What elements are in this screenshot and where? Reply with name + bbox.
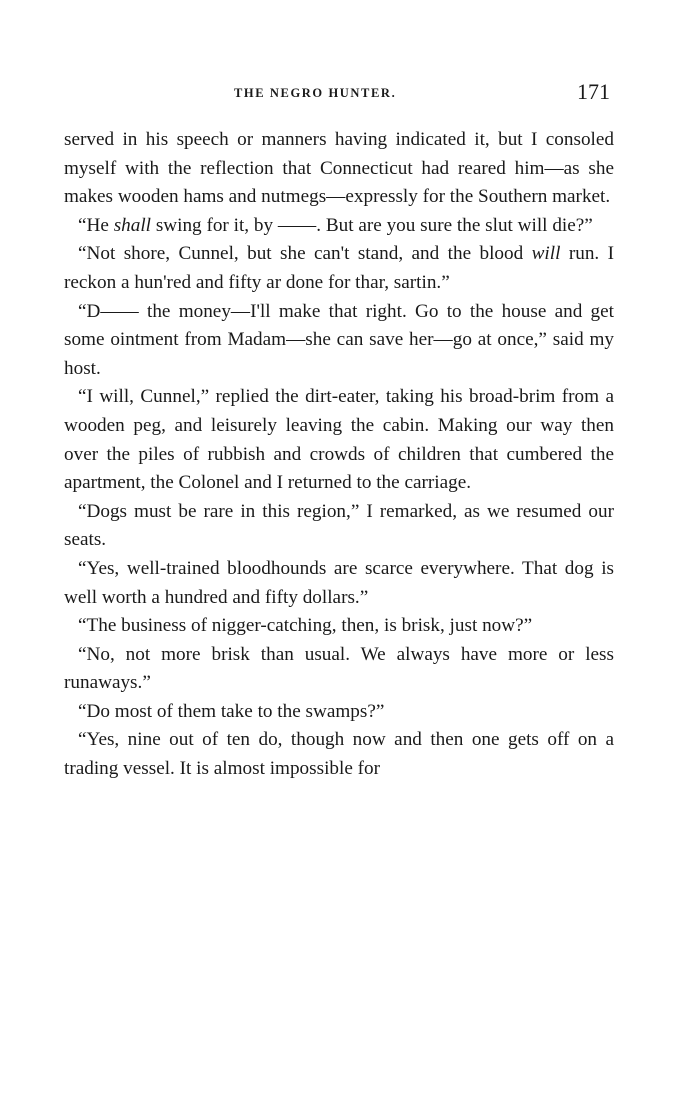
text-run: “Yes, well-trained bloodhounds are scarce everywhere. That dog is well worth a hundred and fifty dollars.” bbox=[64, 557, 614, 608]
book-page bbox=[64, 76, 614, 784]
text-run: “The business of nigger-catching, then, is brisk, just now?” bbox=[78, 615, 533, 637]
text-run: “No, not more brisk than usual. We always have more or less runaways.” bbox=[64, 643, 614, 694]
text-run: “Do most of them take to the swamps?” bbox=[78, 700, 385, 722]
text-run: served in his speech or manners having indicated it, but I consoled myself with the reflection that Connecticut had reared him—as she makes wooden hams and nutmegs—expressly for the Southern market. bbox=[64, 129, 614, 208]
paragraph bbox=[64, 555, 614, 612]
running-title: THE NEGRO HUNTER. bbox=[234, 86, 397, 100]
text-run: “D—— the money—I'll make that right. Go to the house and get some ointment from Madam—she can save her—go at once,” said my host. bbox=[64, 300, 614, 379]
text-run: “He bbox=[78, 214, 114, 236]
page-number: 171 bbox=[577, 79, 610, 104]
italic-text-run: will bbox=[531, 243, 561, 265]
text-run: “Not shore, Cunnel, but she can't stand, and the blood bbox=[78, 243, 532, 265]
paragraph bbox=[64, 126, 614, 212]
text-run: “Yes, nine out of ten do, though now and then one gets off on a trading vessel. It is almost impossible for bbox=[64, 729, 614, 780]
paragraph bbox=[64, 240, 614, 297]
paragraph bbox=[64, 498, 614, 555]
paragraph bbox=[64, 383, 614, 497]
running-head bbox=[64, 76, 614, 112]
paragraph bbox=[64, 298, 614, 384]
paragraph bbox=[64, 212, 614, 241]
paragraph bbox=[64, 726, 614, 783]
body-text bbox=[64, 126, 614, 784]
text-run: run. I reckon a hun'red and fifty ar done for thar, sartin.” bbox=[64, 243, 615, 293]
paragraph bbox=[64, 641, 614, 698]
paragraph bbox=[64, 698, 614, 727]
text-run: “I will, Cunnel,” replied the dirt-eater, taking his broad-brim from a wooden peg, and leisurely leaving the cabin. Making our way then over the piles of rubbish and crowds of children that cumbered the apartment, the Colonel and I returned to the carriage. bbox=[64, 386, 614, 494]
italic-text-run: shall bbox=[113, 214, 152, 236]
text-run: swing for it, by ——. But are you sure the slut will die?” bbox=[151, 214, 593, 236]
paragraph bbox=[64, 612, 614, 641]
text-run: “Dogs must be rare in this region,” I remarked, as we resumed our seats. bbox=[64, 500, 614, 551]
